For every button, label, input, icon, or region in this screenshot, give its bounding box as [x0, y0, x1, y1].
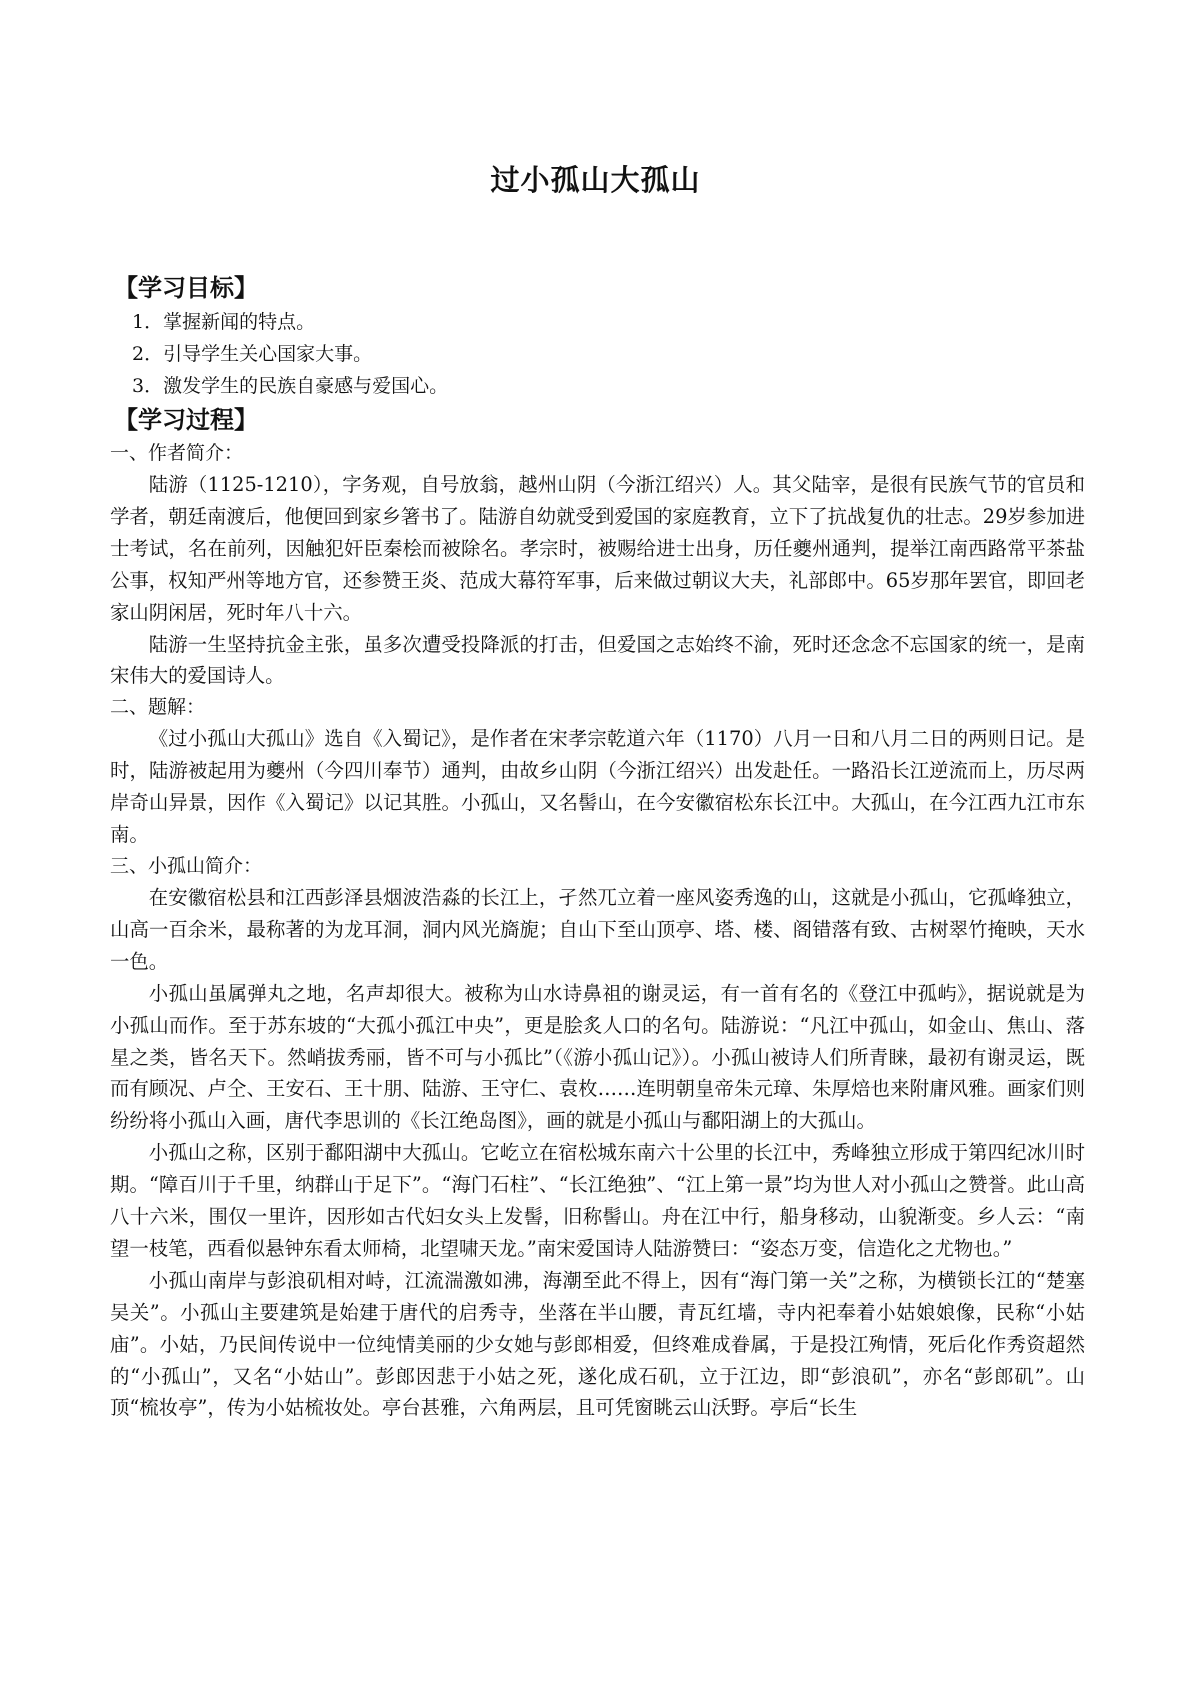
section-heading-title-explanation: 二、题解：	[110, 696, 206, 719]
section-heading-xiaogushan-intro: 三、小孤山简介：	[110, 854, 263, 877]
paragraph: 在安徽宿松县和江西彭泽县烟波浩淼的长江上，孑然兀立着一座风姿秀逸的山，这就是小孤山，它孤峰独立，山高一百余米，最称著的为龙耳洞，洞内风光旖旎；自山下至山顶亭、塔、楼、阁错落有致、古树翠竹掩映，天水一色。	[110, 885, 1085, 973]
goal-item-1: 1．掌握新闻的特点。	[132, 311, 316, 333]
paragraph: 小孤山南岸与彭浪矶相对峙，江流湍激如沸，海潮至此不得上，因有“海门第一关”之称，为横锁长江的“楚塞吴关”。小孤山主要建筑是始建于唐代的启秀寺，坐落在半山腰，青瓦红墙，寺内祀奉着小姑娘娘像，民称“小姑庙”。小姑，乃民间传说中一位纯情美丽的少女她与彭郎相爱，但终难成眷属，于是投江殉情，死后化作秀资超然的“小孤山”，又名“小姑山”。彭郎因悲于小姑之死，遂化成石矶，立于江边，即“彭浪矶”，亦名“彭郎矶”。山顶“梳妆亭”，传为小姑梳妆处。亭台甚雅，六角两层，且可凭窗眺云山沃野。亭后“长生	[110, 1268, 1085, 1420]
paragraph: 小孤山之称，区别于鄱阳湖中大孤山。它屹立在宿松城东南六十公里的长江中，秀峰独立形成于第四纪冰川时期。“障百川于千里，纳群山于足下”。“海门石柱”、“长江绝独”、“江上第一景”均为世人对小孤山之赞誉。此山高八十六米，围仅一里许，因形如古代妇女头上发髻，旧称髻山。舟在江中行，船身移动，山貌渐变。乡人云：“南望一枝笔，西看似悬钟东看太师椅，北望啸天龙。”南宋爱国诗人陆游赞曰：“姿态万变，信造化之尤物也。”	[110, 1141, 1085, 1260]
page-title: 过小孤山大孤山	[490, 163, 701, 197]
process-heading: 【学习过程】	[114, 406, 258, 434]
paragraph: 陆游一生坚持抗金主张，虽多次遭受投降派的打击，但爱国之志始终不渝，死时还念念不忘国家的统一，是南宋伟大的爱国诗人。	[110, 632, 1085, 688]
paragraph: 陆游（1125-1210），字务观，自号放翁，越州山阴（今浙江绍兴）人。其父陆宰，是很有民族气节的官员和学者，朝廷南渡后，他便回到家乡箸书了。陆游自幼就受到爱国的家庭教育，立下了抗战复仇的壮志。29岁参加进士考试，名在前列，因触犯奸臣秦桧而被除名。孝宗时，被赐给进士出身，历任夔州通判，提举江南西路常平茶盐公事，权知严州等地方官，还参赞王炎、范成大幕符军事，后来做过朝议大夫，礼部郎中。65岁那年罢官，即回老家山阴闲居，死时年八十六。	[110, 473, 1085, 624]
paragraph: 小孤山虽属弹丸之地，名声却很大。被称为山水诗鼻祖的谢灵运，有一首有名的《登江中孤屿》，据说就是为小孤山而作。至于苏东坡的“大孤小孤江中央”，更是脍炙人口的名句。陆游说：“凡江中孤山，如金山、焦山、落星之类，皆名天下。然峭拔秀丽，皆不可与小孤比”（《游小孤山记》）。小孤山被诗人们所青睐，最初有谢灵运，既而有顾况、卢仝、王安石、王十朋、陆游、王守仁、袁枚……连明朝皇帝朱元璋、朱厚焙也来附庸风雅。画家们则纷纷将小孤山入画，唐代李思训的《长江绝岛图》，画的就是小孤山与鄱阳湖上的大孤山。	[110, 981, 1085, 1133]
document-body	[110, 270, 1085, 1424]
goals-heading: 【学习目标】	[114, 274, 258, 302]
goal-item-2: 2．引导学生关心国家大事。	[132, 343, 373, 365]
section-heading-author: 一、作者简介：	[110, 442, 244, 464]
goal-item-3: 3．激发学生的民族自豪感与爱国心。	[132, 375, 449, 397]
paragraph: 《过小孤山大孤山》选自《入蜀记》，是作者在宋孝宗乾道六年（1170）八月一日和八月二日的两则日记。是时，陆游被起用为夔州（今四川奉节）通判，由故乡山阴（今浙江绍兴）出发赴任。一路沿长江逆流而上，历尽两岸奇山异景，因作《入蜀记》以记其胜。小孤山，又名髻山，在今安徽宿松东长江中。大孤山，在今江西九江市东南。	[110, 727, 1085, 847]
